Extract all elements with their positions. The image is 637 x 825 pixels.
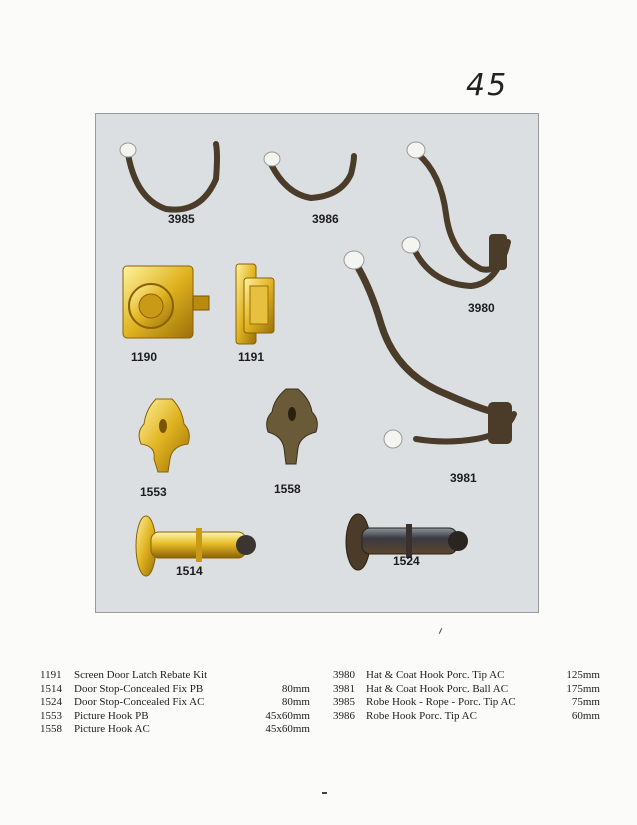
caption-row xyxy=(40,683,310,697)
product-code: 1553 xyxy=(40,709,62,722)
product-code: 3985 xyxy=(333,696,355,708)
label-3980: 3980 xyxy=(468,301,495,315)
picture-hook-1558 xyxy=(267,389,318,464)
hook-3985 xyxy=(120,143,217,210)
hook-3980 xyxy=(402,142,508,286)
product-illustration xyxy=(96,114,539,613)
hook-3986 xyxy=(264,152,354,198)
product-size: 45x60mm xyxy=(265,709,310,722)
product-code: 3980 xyxy=(333,669,355,681)
product-code: 3986 xyxy=(333,709,355,722)
label-1524: 1524 xyxy=(393,554,420,568)
caption-row xyxy=(333,683,600,697)
product-code: 1514 xyxy=(40,682,62,695)
product-photo xyxy=(95,113,539,613)
product-size: 80mm xyxy=(281,696,310,708)
product-description: Door Stop-Concealed Fix AC xyxy=(74,696,205,708)
label-3986: 3986 xyxy=(312,212,339,226)
product-size: 60mm xyxy=(571,709,600,722)
caption-row xyxy=(40,669,310,683)
product-description: Robe Hook Porc. Tip AC xyxy=(366,709,477,722)
product-size: 80mm xyxy=(281,682,310,695)
label-1514: 1514 xyxy=(176,564,203,578)
product-description: Door Stop-Concealed Fix PB xyxy=(74,682,204,695)
picture-hook-1553 xyxy=(139,399,189,472)
scan-mark xyxy=(439,628,442,634)
product-size: 75mm xyxy=(571,696,600,708)
label-1558: 1558 xyxy=(274,482,301,496)
caption-row xyxy=(333,696,600,710)
latch-1190 xyxy=(123,266,209,338)
label-3981: 3981 xyxy=(450,471,477,485)
product-code: 1558 xyxy=(40,723,62,735)
product-description: Hat & Coat Hook Porc. Tip AC xyxy=(366,669,505,681)
product-size: 45x60mm xyxy=(265,723,310,735)
product-description: Picture Hook AC xyxy=(74,723,150,735)
caption-row xyxy=(333,710,600,724)
product-code: 3981 xyxy=(333,682,355,695)
label-1190: 1190 xyxy=(131,350,158,364)
page-number: 45 xyxy=(466,68,509,103)
caption-row xyxy=(40,696,310,710)
label-1191: 1191 xyxy=(238,350,265,364)
product-description: Hat & Coat Hook Porc. Ball AC xyxy=(366,682,509,695)
product-description: Picture Hook PB xyxy=(74,709,149,722)
scan-mark xyxy=(322,792,327,794)
product-code: 1191 xyxy=(40,669,62,681)
caption-left xyxy=(40,669,310,737)
product-size: 125mm xyxy=(566,669,600,681)
caption-row xyxy=(40,723,310,737)
caption-row xyxy=(40,710,310,724)
product-size: 175mm xyxy=(566,682,600,695)
caption-right xyxy=(333,669,600,723)
label-3985: 3985 xyxy=(168,212,195,226)
rebate-kit-1191 xyxy=(236,264,274,344)
label-1553: 1553 xyxy=(140,485,167,499)
caption-row xyxy=(333,669,600,683)
product-code: 1524 xyxy=(40,696,62,708)
product-description: Robe Hook - Rope - Porc. Tip AC xyxy=(366,696,516,708)
product-description: Screen Door Latch Rebate Kit xyxy=(74,669,208,681)
